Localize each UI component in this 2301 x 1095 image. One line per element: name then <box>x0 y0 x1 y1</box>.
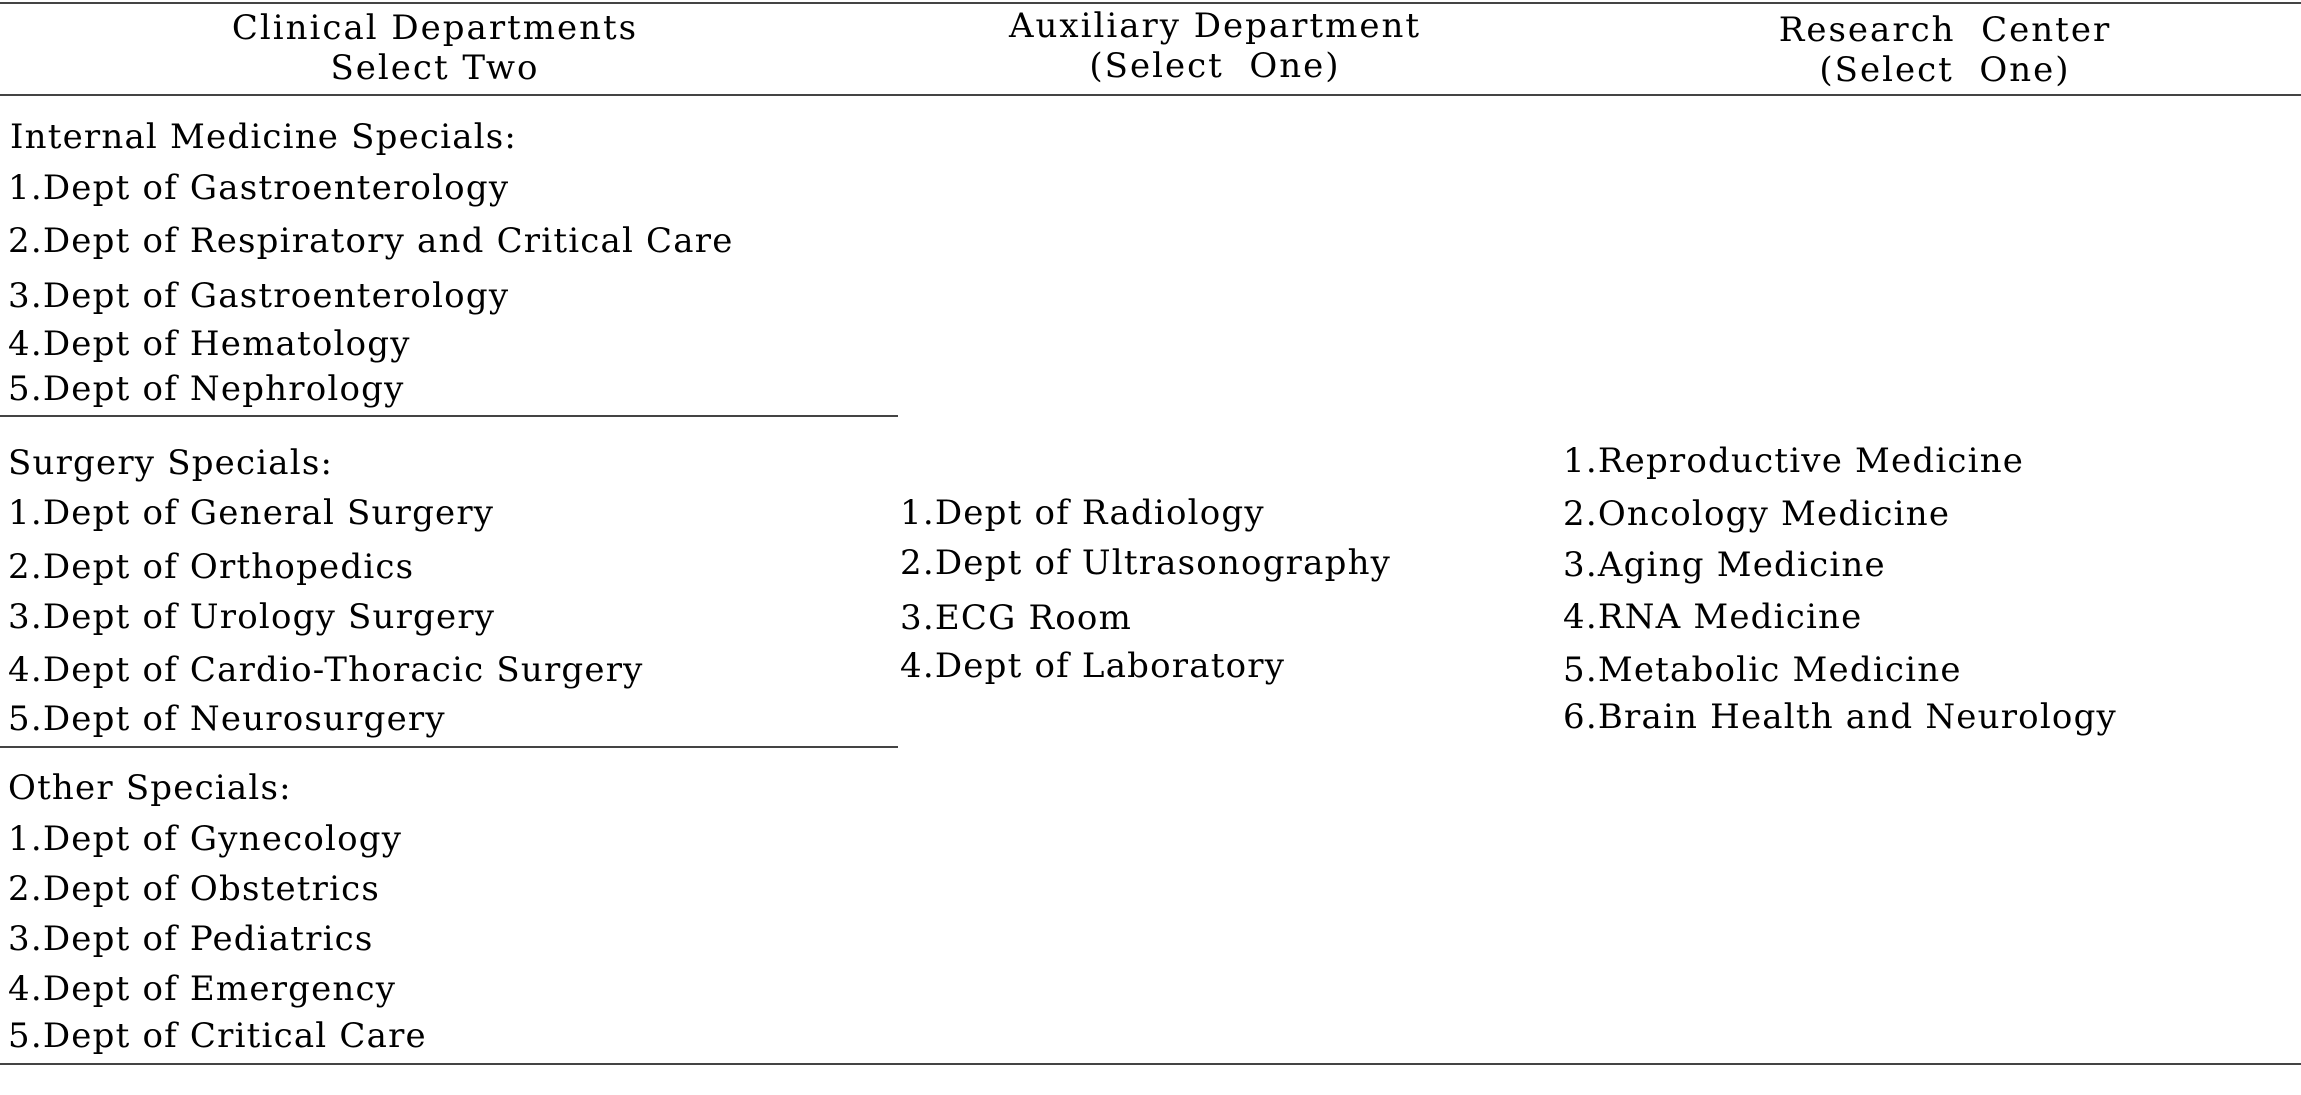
research-header-title: Research Center <box>1778 10 2112 50</box>
top-rule <box>0 2 2301 4</box>
list-item: 4.Dept of Laboratory <box>900 646 1286 686</box>
list-item: 1.Dept of Gastroenterology <box>8 168 510 208</box>
internal-medicine-group-rule <box>0 415 898 417</box>
research-center-header <box>1645 10 2245 90</box>
clinical-header-subtitle: Select Two <box>330 48 540 88</box>
list-item: 5.Dept of Neurosurgery <box>8 699 446 739</box>
list-item: 5.Dept of Nephrology <box>8 369 405 409</box>
list-item: 2.Dept of Orthopedics <box>8 547 415 587</box>
list-item: 4.Dept of Cardio-Thoracic Surgery <box>8 650 644 690</box>
list-item: 2.Dept of Obstetrics <box>8 869 381 909</box>
group-title-internal-medicine: Internal Medicine Specials: <box>10 117 518 157</box>
list-item: 4.Dept of Emergency <box>8 969 397 1009</box>
list-item: 3.Dept of Urology Surgery <box>8 597 496 637</box>
header-rule <box>0 94 2301 96</box>
list-item: 2.Oncology Medicine <box>1563 494 1951 534</box>
list-item: 3.Dept of Gastroenterology <box>8 276 510 316</box>
list-item: 3.Dept of Pediatrics <box>8 919 374 959</box>
list-item: 3.ECG Room <box>900 598 1133 638</box>
list-item: 6.Brain Health and Neurology <box>1563 697 2117 737</box>
list-item: 5.Metabolic Medicine <box>1563 650 1962 690</box>
group-title-other: Other Specials: <box>8 768 292 808</box>
group-title-surgery: Surgery Specials: <box>8 443 334 483</box>
list-item: 5.Dept of Critical Care <box>8 1016 427 1056</box>
list-item: 1.Dept of Gynecology <box>8 819 403 859</box>
list-item: 2.Dept of Respiratory and Critical Care <box>8 221 734 261</box>
list-item: 1.Dept of Radiology <box>900 493 1265 533</box>
list-item: 2.Dept of Ultrasonography <box>900 543 1392 583</box>
list-item: 1.Dept of General Surgery <box>8 493 495 533</box>
auxiliary-department-header <box>915 6 1515 86</box>
list-item: 4.RNA Medicine <box>1563 597 1863 637</box>
clinical-header-title: Clinical Departments <box>231 8 639 48</box>
auxiliary-header-title: Auxiliary Department <box>1008 6 1422 46</box>
research-header-subtitle: (Select One) <box>1819 50 2071 90</box>
clinical-departments-header <box>135 8 735 88</box>
list-item: 4.Dept of Hematology <box>8 324 411 364</box>
surgery-group-rule <box>0 746 898 748</box>
auxiliary-header-subtitle: (Select One) <box>1089 46 1341 86</box>
list-item: 3.Aging Medicine <box>1563 545 1886 585</box>
list-item: 1.Reproductive Medicine <box>1563 441 2025 481</box>
bottom-rule <box>0 1063 2301 1065</box>
